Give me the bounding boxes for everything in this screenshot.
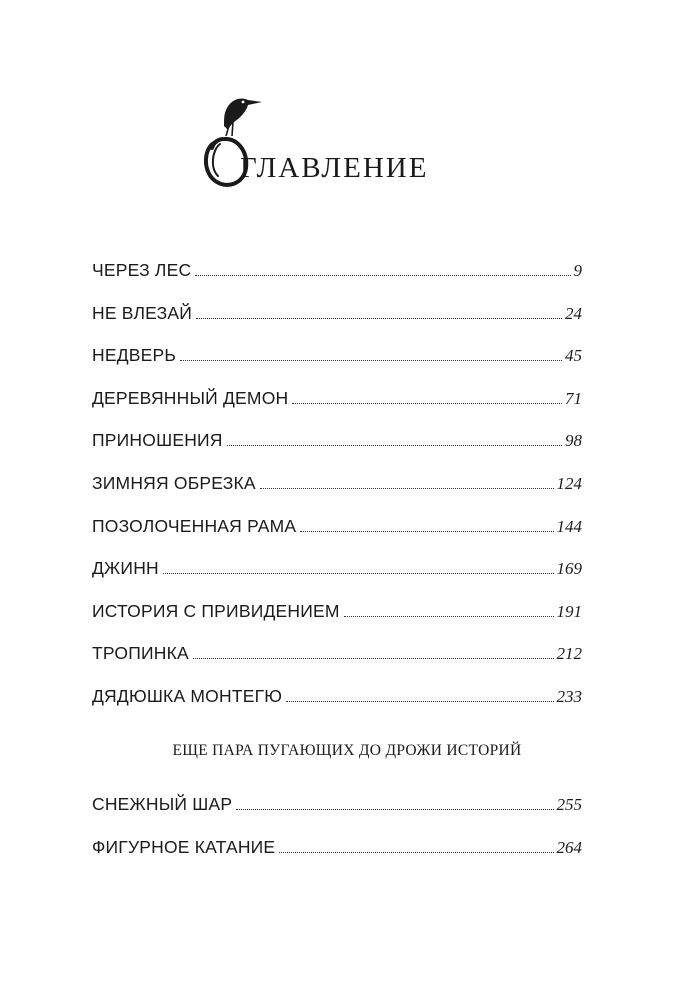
dot-leader: [180, 359, 562, 361]
dot-leader: [236, 808, 553, 810]
toc-entry-title: ФИГУРНОЕ КАТАНИЕ: [92, 836, 276, 857]
title-rest: главление: [240, 141, 429, 187]
toc-entry[interactable]: [92, 639, 582, 682]
page-title: [0, 92, 694, 202]
toc-entry-title: НЕДВЕРЬ: [92, 345, 177, 366]
toc-entry-title: ЗИМНЯЯ ОБРЕЗКА: [92, 472, 256, 493]
dot-leader: [260, 487, 554, 489]
toc-entry-page-number: 98: [565, 431, 582, 451]
toc-entry-title: ПОЗОЛОЧЕННАЯ РАМА: [92, 515, 297, 536]
toc-entry[interactable]: [92, 384, 582, 427]
toc-entry-page-number: 264: [556, 837, 582, 857]
toc-entry-title: ДЯДЮШКА МОНТЕГЮ: [92, 685, 283, 706]
toc-entry-page-number: 144: [556, 516, 582, 536]
section-heading: ЕЩЕ ПАРА ПУГАЮЩИХ ДО ДРОЖИ ИСТОРИЙ: [172, 742, 522, 759]
toc-entry[interactable]: [92, 597, 582, 640]
toc-entry-page-number: 9: [573, 261, 582, 280]
toc-entry-title: ТРОПИНКА: [92, 643, 189, 664]
toc-entry[interactable]: [92, 512, 582, 555]
toc-entry-title: СНЕЖНЫЙ ШАР: [92, 794, 233, 814]
toc-entry-title: ДЖИНН: [92, 558, 159, 579]
toc-entry[interactable]: [92, 682, 582, 725]
dot-leader: [344, 615, 554, 617]
toc-entry-title: ЧЕРЕЗ ЛЕС: [92, 260, 192, 280]
toc-entry-page-number: 233: [556, 686, 582, 706]
toc-entry[interactable]: [92, 554, 582, 597]
dot-leader: [286, 700, 553, 702]
dot-leader: [163, 572, 554, 574]
toc-entry-page-number: 212: [556, 644, 582, 664]
toc-entry-title: ДЕРЕВЯННЫЙ ДЕМОН: [92, 387, 289, 408]
toc-entry-page-number: 124: [556, 473, 582, 493]
dot-leader: [279, 851, 553, 853]
toc-entry-page-number: 255: [556, 795, 582, 814]
table-of-contents: [92, 256, 582, 725]
toc-entry-page-number: 71: [565, 388, 582, 408]
toc-entry-title: НЕ ВЛЕЗАЙ: [92, 302, 193, 323]
toc-entry-page-number: 191: [556, 601, 582, 621]
dot-leader: [195, 274, 570, 276]
table-of-contents-extra: [92, 790, 582, 875]
dot-leader: [227, 444, 562, 446]
toc-entry-page-number: 24: [565, 303, 582, 323]
toc-entry[interactable]: [92, 341, 582, 384]
toc-entry[interactable]: [92, 469, 582, 512]
toc-entry-page-number: 45: [565, 346, 582, 366]
dot-leader: [196, 317, 562, 319]
toc-entry-title: ПРИНОШЕНИЯ: [92, 430, 223, 451]
toc-entry[interactable]: [92, 256, 582, 299]
dot-leader: [292, 402, 562, 404]
toc-entry-page-number: 169: [556, 559, 582, 579]
toc-entry[interactable]: [92, 299, 582, 342]
toc-entry[interactable]: [92, 790, 582, 833]
toc-entry[interactable]: [92, 426, 582, 469]
toc-entry-title: ИСТОРИЯ С ПРИВИДЕНИЕМ: [92, 600, 340, 621]
dot-leader: [193, 657, 554, 659]
toc-entry[interactable]: [92, 833, 582, 876]
dot-leader: [300, 530, 553, 532]
